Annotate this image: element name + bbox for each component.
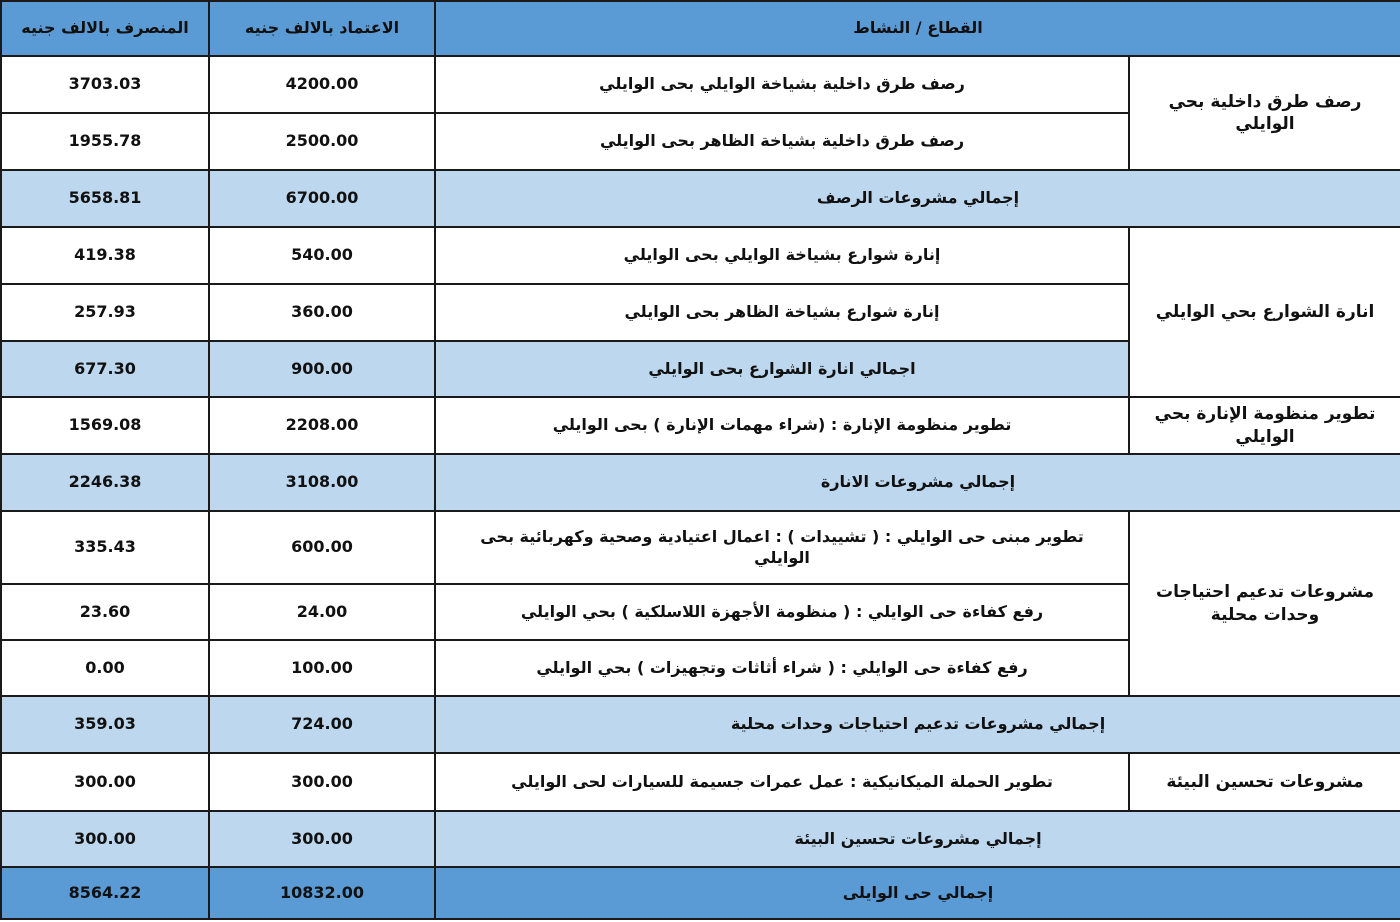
approved-cell: 6700.00 — [209, 170, 435, 227]
subtotal-row — [1, 454, 1400, 511]
subtotal-row — [1, 696, 1400, 753]
spent-cell: 335.43 — [1, 511, 209, 584]
header-row — [1, 1, 1400, 56]
spent-cell: 300.00 — [1, 753, 209, 811]
spent-cell: 359.03 — [1, 696, 209, 753]
spent-cell: 300.00 — [1, 811, 209, 867]
activity-cell: تطوير منظومة الإنارة : (شراء مهمات الإنارة ) بحى الوايلي — [435, 397, 1129, 454]
spent-cell: 1955.78 — [1, 113, 209, 170]
sector-cell: تطوير منظومة الإنارة بحي الوايلي — [1129, 397, 1400, 454]
sector-cell: مشروعات تدعيم احتياجات وحدات محلية — [1129, 511, 1400, 696]
activity-cell: رفع كفاءة حى الوايلي : ( شراء أثاثات وتجهيزات ) بحي الوايلي — [435, 640, 1129, 696]
header-spent: المنصرف بالالف جنيه — [1, 1, 209, 56]
approved-cell: 724.00 — [209, 696, 435, 753]
activity-cell: تطوير مبنى حى الوايلي : ( تشييدات ) : اعمال اعتيادية وصحية وكهربائية بحى الوايلي — [435, 511, 1129, 584]
spent-cell: 419.38 — [1, 227, 209, 284]
approved-cell: 600.00 — [209, 511, 435, 584]
header-sector-activity: القطاع / النشاط — [435, 1, 1400, 56]
table-row — [1, 397, 1400, 454]
table-row — [1, 753, 1400, 811]
spent-cell: 5658.81 — [1, 170, 209, 227]
table-row — [1, 56, 1400, 113]
activity-cell: إنارة شوارع بشياخة الظاهر بحى الوايلي — [435, 284, 1129, 341]
approved-cell: 3108.00 — [209, 454, 435, 511]
activity-cell: رفع كفاءة حى الوايلي : ( منظومة الأجهزة اللاسلكية ) بحي الوايلي — [435, 584, 1129, 640]
table-row — [1, 227, 1400, 284]
spent-cell: 0.00 — [1, 640, 209, 696]
approved-cell: 10832.00 — [209, 867, 435, 919]
approved-cell: 4200.00 — [209, 56, 435, 113]
approved-cell: 2500.00 — [209, 113, 435, 170]
sector-cell: رصف طرق داخلية بحي الوايلي — [1129, 56, 1400, 170]
approved-cell: 540.00 — [209, 227, 435, 284]
activity-cell: تطوير الحملة الميكانيكية : عمل عمرات جسيمة للسيارات لحى الوايلي — [435, 753, 1129, 811]
subtotal-label: إجمالي مشروعات الرصف — [435, 170, 1400, 227]
header-approved: الاعتماد بالالف جنيه — [209, 1, 435, 56]
activity-cell: رصف طرق داخلية بشياخة الظاهر بحى الوايلي — [435, 113, 1129, 170]
spent-cell: 3703.03 — [1, 56, 209, 113]
approved-cell: 2208.00 — [209, 397, 435, 454]
sector-cell: مشروعات تحسين البيئة — [1129, 753, 1400, 811]
approved-cell: 900.00 — [209, 341, 435, 397]
subtotal-row — [1, 170, 1400, 227]
spent-cell: 23.60 — [1, 584, 209, 640]
spent-cell: 1569.08 — [1, 397, 209, 454]
spent-cell: 2246.38 — [1, 454, 209, 511]
subtotal-row — [1, 811, 1400, 867]
activity-cell: إنارة شوارع بشياخة الوايلي بحى الوايلي — [435, 227, 1129, 284]
sector-cell: انارة الشوارع بحي الوايلي — [1129, 227, 1400, 397]
approved-cell: 300.00 — [209, 753, 435, 811]
approved-cell: 300.00 — [209, 811, 435, 867]
approved-cell: 24.00 — [209, 584, 435, 640]
spent-cell: 8564.22 — [1, 867, 209, 919]
grand-total-label: إجمالي حى الوايلى — [435, 867, 1400, 919]
approved-cell: 100.00 — [209, 640, 435, 696]
spent-cell: 257.93 — [1, 284, 209, 341]
approved-cell: 360.00 — [209, 284, 435, 341]
activity-cell: رصف طرق داخلية بشياخة الوايلي بحى الوايلي — [435, 56, 1129, 113]
subtotal-label: إجمالي مشروعات تحسين البيئة — [435, 811, 1400, 867]
spent-cell: 677.30 — [1, 341, 209, 397]
subtotal-label: اجمالي انارة الشوارع بحى الوايلي — [435, 341, 1129, 397]
grand-total-row — [1, 867, 1400, 919]
subtotal-label: إجمالي مشروعات تدعيم احتياجات وحدات محلية — [435, 696, 1400, 753]
subtotal-label: إجمالي مشروعات الانارة — [435, 454, 1400, 511]
table-row — [1, 511, 1400, 584]
